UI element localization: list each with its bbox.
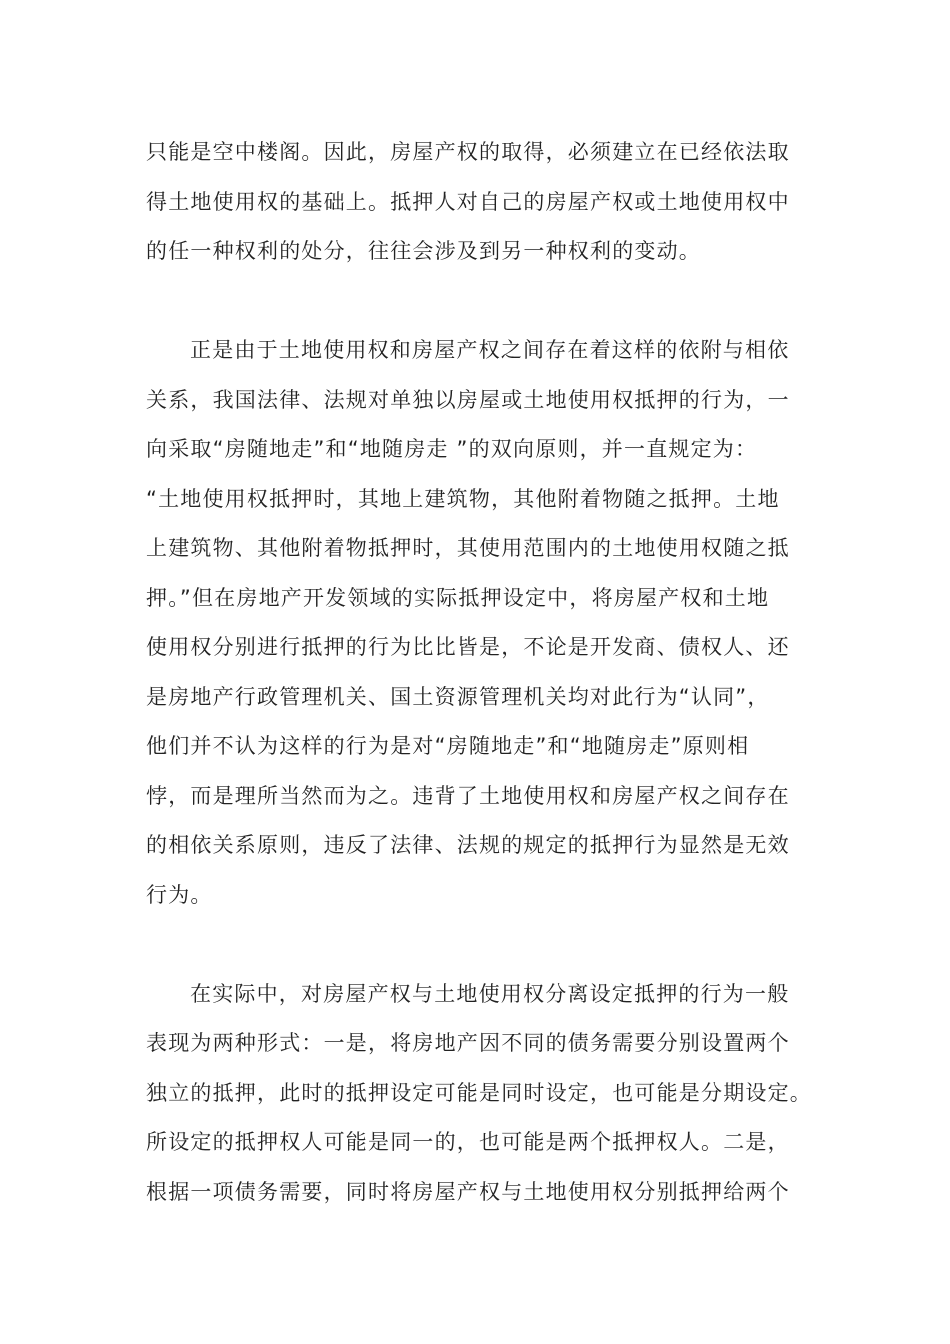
- paragraph-2-line-11: 的相依关系原则，违反了法律、法规的规定的抵押行为显然是无效: [146, 833, 790, 857]
- paragraph-2-line-10: 悖，而是理所当然而为之。违背了土地使用权和房屋产权之间存在: [146, 784, 790, 808]
- paragraph-3-line-3: 独立的抵押，此时的抵押设定可能是同时设定，也可能是分期设定。: [146, 1081, 812, 1105]
- paragraph-2-line-1: 正是由于土地使用权和房屋产权之间存在着这样的依附与相依: [190, 338, 790, 362]
- paragraph-2-line-5: 上建筑物、其他附着物抵押时，其使用范围内的土地使用权随之抵: [146, 536, 790, 560]
- paragraph-2-line-4: “土地使用权抵押时，其地上建筑物，其他附着物随之抵押。土地: [146, 487, 780, 511]
- paragraph-2-line-7: 使用权分别进行抵押的行为比比皆是，不论是开发商、债权人、还: [146, 635, 790, 659]
- paragraph-3-line-1: 在实际中，对房屋产权与土地使用权分离设定抵押的行为一般: [190, 982, 790, 1006]
- paragraph-2-line-3: 向采取“房随地走”和“地随房走 ”的双向原则，并一直规定为：: [146, 437, 758, 461]
- paragraph-2-line-8: 是房地产行政管理机关、国土资源管理机关均对此行为“认同”，: [146, 685, 770, 709]
- paragraph-2-line-9: 他们并不认为这样的行为是对“房随地走”和“地随房走”原则相: [146, 734, 750, 758]
- paragraph-1-line-2: 得土地使用权的基础上。抵押人对自己的房屋产权或土地使用权中: [146, 190, 790, 214]
- paragraph-1-line-1: 只能是空中楼阁。因此，房屋产权的取得，必须建立在已经依法取: [146, 140, 790, 164]
- paragraph-2-line-12: 行为。: [146, 883, 213, 907]
- paragraph-2-line-2: 关系，我国法律、法规对单独以房屋或土地使用权抵押的行为，一: [146, 388, 790, 412]
- paragraph-1-line-3: 的任一种权利的处分，往往会涉及到另一种权利的变动。: [146, 239, 701, 263]
- paragraph-2-line-6: 押。”但在房地产开发领域的实际抵押设定中，将房屋产权和土地: [146, 586, 770, 610]
- paragraph-3-line-4: 所设定的抵押权人可能是同一的，也可能是两个抵押权人。二是，: [146, 1130, 790, 1154]
- paragraph-3-line-2: 表现为两种形式：一是，将房地产因不同的债务需要分别设置两个: [146, 1031, 790, 1055]
- paragraph-3-line-5: 根据一项债务需要，同时将房屋产权与土地使用权分别抵押给两个: [146, 1180, 790, 1204]
